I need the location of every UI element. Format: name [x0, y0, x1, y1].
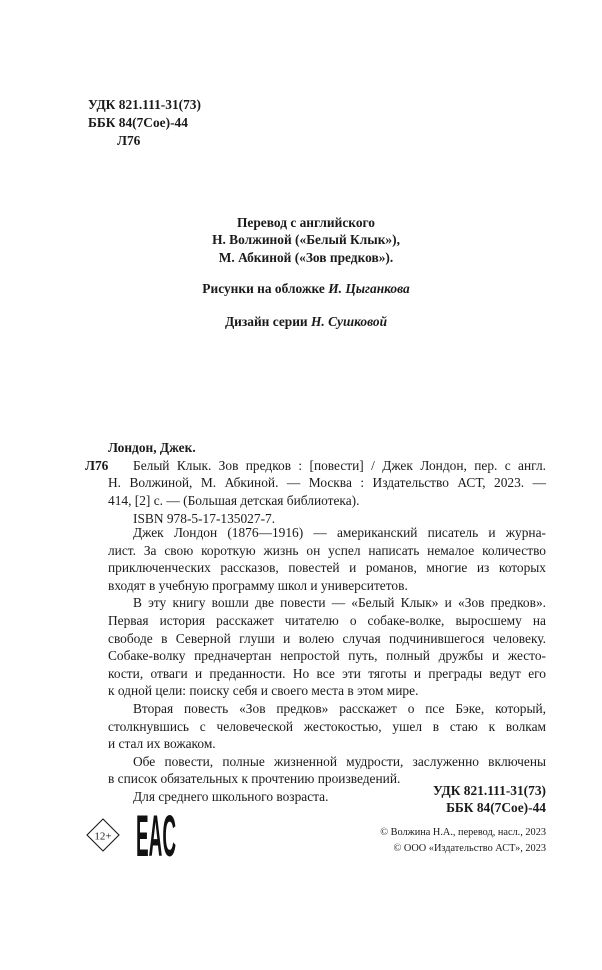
- annotation-line: Джек Лондон (1876—1916) — американский писатель и журна-: [133, 525, 546, 540]
- translation-line-1: Перевод с английского: [237, 215, 375, 230]
- catalog-sign: Л76: [85, 458, 109, 473]
- annotation-line: Первая история расскажет читателю о собаке-волке, выросшему на: [108, 613, 546, 628]
- annotation-line: входят в учебную программу школ и университетов.: [108, 577, 408, 593]
- design-artist: Н. Сушковой: [311, 314, 388, 329]
- annotation-line: свободе в Северной глуши и волею случая подчинившегося человеку.: [108, 630, 546, 646]
- cover-artist: И. Цыганкова: [328, 281, 410, 296]
- translation-line-2: Н. Волжиной («Белый Клык»),: [212, 232, 400, 247]
- age-rating-text: 12+: [94, 830, 112, 843]
- bbk-code: ББК 84(7Сое)-44: [88, 115, 188, 130]
- annotation-line: и стал их вожаком.: [108, 736, 216, 752]
- isbn: ISBN 978-5-17-135027-7.: [133, 511, 276, 526]
- catalog-author: Лондон, Джек.: [108, 440, 196, 455]
- footer-udk: УДК 821.111-31(73): [433, 783, 546, 798]
- annotation-line: лист. За свою короткую жизнь он успел написать немалое количество: [108, 542, 546, 558]
- footer-bbk: ББК 84(7Сое)-44: [446, 800, 546, 815]
- annotation-line: Для среднего школьного возраста.: [133, 789, 329, 804]
- annotation-line: В эту книгу вошли две повести — «Белый Клык» и «Зов предков».: [133, 595, 546, 611]
- translation-line-3: М. Абкиной («Зов предков»).: [218, 250, 394, 265]
- copyright-publisher: © ООО «Издательство АСТ», 2023: [393, 843, 546, 854]
- annotation-line: Обе повести, полные жизненной мудрости, заслуженно включены: [133, 753, 546, 769]
- annotation-line: приключенческих рассказов, повестей и романов, многие из которых: [108, 560, 546, 576]
- design-label: Дизайн серии: [224, 314, 311, 329]
- design-credit: [0, 313, 602, 330]
- eac-mark-icon: [136, 804, 176, 870]
- author-sign: Л76: [117, 133, 141, 148]
- catalog-line: 414, [2] с. — (Большая детская библиотека).: [108, 493, 360, 508]
- annotation-line: Собаке-волку предначертан непростой путь, полный дружбы и жесто-: [108, 648, 546, 664]
- annotation-line: Вторая повесть «Зов предков» расскажет о псе Бэке, который,: [133, 701, 546, 716]
- cover-credit: [0, 280, 602, 297]
- catalog-line: Н. Волжиной, М. Абкиной. — Москва : Издательство АСТ, 2023. —: [108, 475, 546, 490]
- annotation-line: кости, отваги и преданности. Но все эти тяготы и преграды ведут его: [108, 665, 546, 681]
- copyright-translation: © Волжина Н.А., перевод, насл., 2023: [380, 827, 546, 838]
- cover-label: Рисунки на обложке: [202, 281, 329, 296]
- annotation-line: в список обязательных к прочтению произведений.: [108, 771, 401, 787]
- udk-code: УДК 821.111-31(73): [88, 97, 201, 112]
- annotation-line: к одной цели: поиску себя и своего места в этом мире.: [108, 683, 419, 699]
- catalog-line: Белый Клык. Зов предков : [повести] / Джек Лондон, пер. с англ.: [133, 458, 546, 473]
- eac-mark-text: EAC: [136, 804, 176, 870]
- annotation-line: столкнувшись с человеческой жестокостью, ушел в стаю к волкам: [108, 718, 546, 734]
- age-rating-badge: [86, 818, 120, 852]
